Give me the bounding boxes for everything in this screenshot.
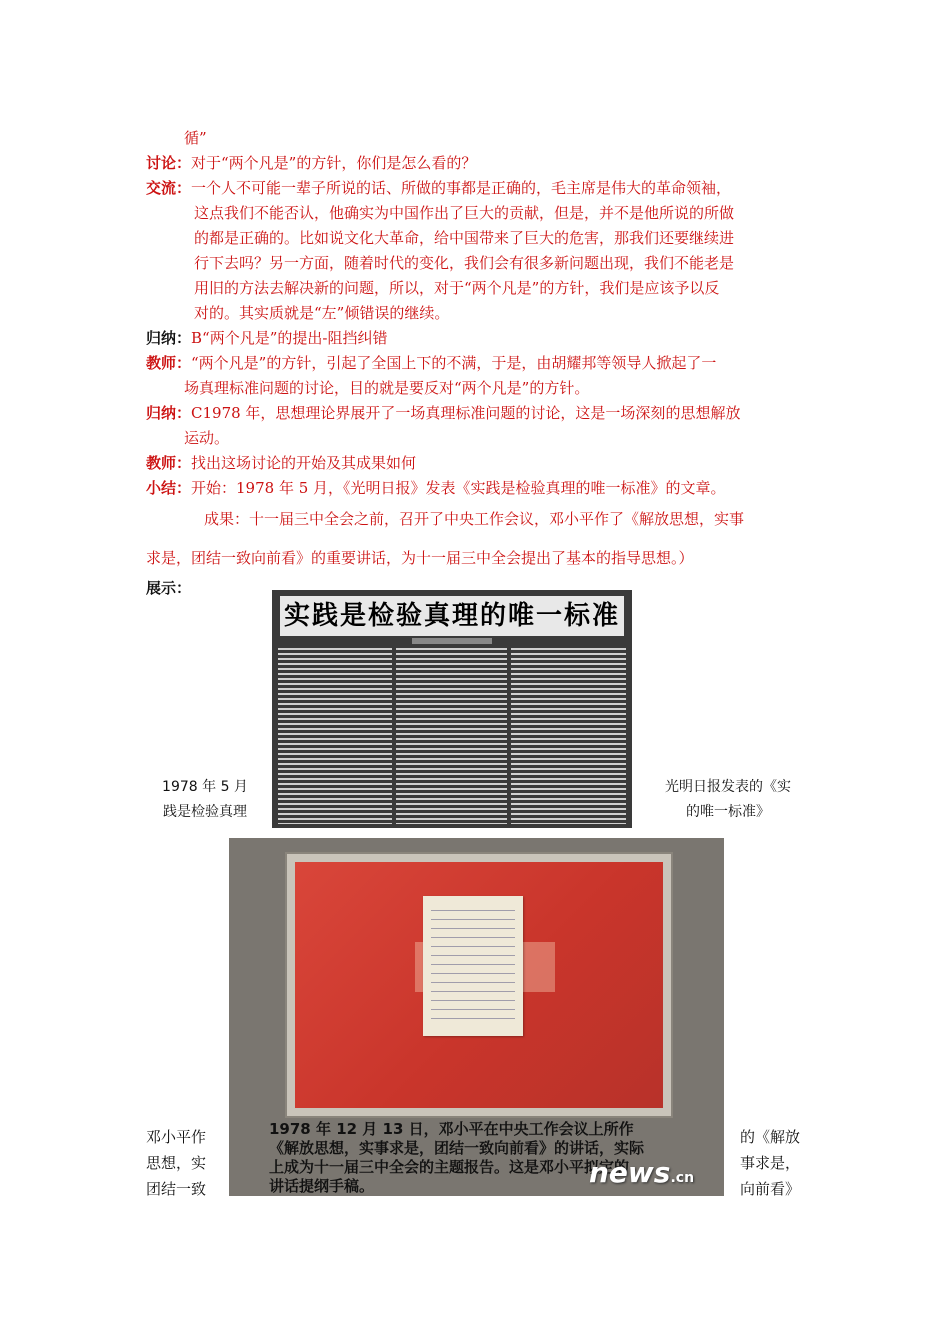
caption-right-line-1: 光明日报发表的《实 — [665, 779, 791, 795]
guina-label-2: 归纳： — [146, 404, 192, 422]
jiaoliu-label: 交流： — [146, 179, 192, 197]
xiaojie-block — [146, 476, 806, 571]
line-continuation — [146, 126, 806, 151]
newspaper-image — [272, 590, 632, 828]
jiaoliu-block — [146, 176, 806, 326]
side-left-line-3: 团结一致 — [146, 1180, 207, 1198]
exhibit-image — [229, 838, 724, 1196]
taolun-block — [146, 151, 806, 176]
exhibit-side-text-left — [146, 1124, 226, 1202]
caption-right-line-2: 的唯一标准》 — [686, 804, 770, 820]
news-watermark — [589, 1156, 694, 1189]
jiaoliu-line-5: 用旧的方法去解决新的问题，所以，对于“两个凡是”的方针，我们是应该予以反 — [194, 279, 720, 297]
xiaojie-line-1: 开始：1978 年 5 月，《光明日报》发表《实践是检验真理的唯一标准》的文章。 — [191, 479, 726, 497]
manuscript-page — [423, 896, 523, 1036]
column-gap — [507, 648, 511, 824]
jiaoliu-line-4: 行下去吗？另一方面，随着时代的变化，我们会有很多新问题出现，我们不能老是 — [194, 254, 735, 272]
xiaojie-line-2: 成果：十一届三中全会之前，召开了中央工作会议，邓小平作了《解放思想，实事 — [204, 510, 745, 528]
newspaper-byline-mark — [412, 638, 492, 644]
taolun-label: 讨论： — [146, 154, 192, 172]
side-right-line-2: 事求是， — [740, 1154, 801, 1172]
exhibit-frame — [285, 852, 673, 1118]
red-display-panel — [295, 862, 663, 1108]
manuscript-handwriting — [431, 910, 515, 1020]
watermark-suffix: .cn — [670, 1170, 695, 1186]
continuation-text: 循” — [184, 129, 207, 147]
exhibit-caption-line-4: 讲话提纲手稿。 — [269, 1177, 375, 1195]
jiaoshi-block-1 — [146, 351, 806, 401]
guina2-line-1: C1978 年，思想理论界展开了一场真理标准问题的讨论，这是一场深刻的思想解放 — [191, 404, 741, 422]
side-left-line-1: 邓小平作 — [146, 1128, 207, 1146]
xiaojie-line-3: 求是，团结一致向前看》的重要讲话，为十一届三中全会提出了基本的指导思想。） — [146, 549, 694, 567]
guina2-line-2: 运动。 — [184, 429, 230, 447]
guina-text-1: B“两个凡是”的提出-阻挡纠错 — [191, 329, 388, 347]
jiaoshi-block-2 — [146, 451, 806, 476]
jiaoshi-label-2: 教师： — [146, 454, 192, 472]
guina-block-2 — [146, 401, 806, 451]
jiaoliu-line-1: 一个人不可能一辈子所说的话、所做的事都是正确的，毛主席是伟大的革命领袖， — [191, 179, 732, 197]
jiaoshi-text-2: 找出这场讨论的开始及其成果如何 — [191, 454, 417, 472]
exhibit-caption-line-3: 上成为十一届三中全会的主题报告。这是邓小平拟定的 — [269, 1158, 630, 1176]
xiaojie-label: 小结： — [146, 479, 192, 497]
caption-left-line-2: 践是检验真理 — [163, 804, 247, 820]
newspaper-text-columns — [278, 648, 626, 824]
guina-label-1: 归纳： — [146, 329, 192, 347]
jiaoshi-line-2: 场真理标准问题的讨论，目的就是要反对“两个凡是”的方针。 — [184, 379, 590, 397]
caption-left-line-1: 1978 年 5 月 — [162, 779, 248, 795]
side-left-line-2: 思想，实 — [146, 1154, 207, 1172]
side-right-line-1: 的《解放 — [740, 1128, 801, 1146]
newspaper-headline: 实践是检验真理的唯一标准 — [280, 596, 624, 636]
taolun-text: 对于“两个凡是”的方针，你们是怎么看的？ — [191, 154, 477, 172]
jiaoliu-line-3: 的都是正确的。比如说文化大革命，给中国带来了巨大的危害，那我们还要继续进 — [194, 229, 735, 247]
watermark-text: news — [589, 1156, 671, 1189]
side-right-line-3: 向前看》 — [740, 1180, 801, 1198]
exhibit-side-text-right — [740, 1124, 810, 1202]
jiaoliu-line-6: 对的。其实质就是“左”倾错误的继续。 — [194, 304, 450, 322]
newspaper-caption-left — [150, 775, 260, 825]
column-gap — [392, 648, 396, 824]
exhibit-caption-line-1: 1978 年 12 月 13 日，邓小平在中央工作会议上所作 — [269, 1120, 634, 1138]
exhibit-caption-line-2: 《解放思想，实事求是，团结一致向前看》的讲话，实际 — [269, 1139, 645, 1157]
jiaoliu-line-2: 这点我们不能否认，他确实为中国作出了巨大的贡献，但是，并不是他所说的所做 — [194, 204, 735, 222]
jiaoshi-line-1: “两个凡是”的方针，引起了全国上下的不满，于是，由胡耀邦等领导人掀起了一 — [191, 354, 717, 372]
newspaper-caption-right — [648, 775, 808, 825]
zhanshi-label: 展示： — [146, 579, 192, 597]
guina-block-1 — [146, 326, 806, 351]
jiaoshi-label-1: 教师： — [146, 354, 192, 372]
